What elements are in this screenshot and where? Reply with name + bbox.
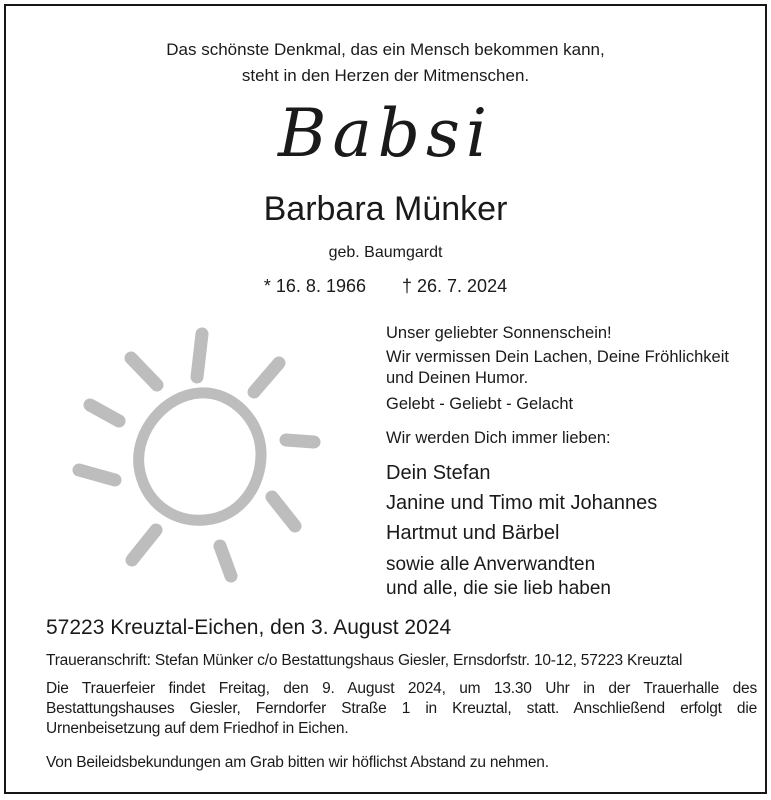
- birth-date: * 16. 8. 1966: [263, 276, 366, 296]
- deceased-full-name: Barbara Münker: [263, 190, 508, 228]
- mourner-name: Dein Stefan: [386, 462, 491, 484]
- sun-ray-upper-left: [90, 405, 119, 421]
- funeral-info-line2: Bestattungshauses Giesler, Ferndorfer Straße 1 in Kreuztal, statt. Anschließend erfolgt die: [46, 700, 757, 717]
- tribute-line2: Wir vermissen Dein Lachen, Deine Fröhlichkeit und Deinen Humor.: [386, 348, 729, 387]
- maiden-name: geb. Baumgardt: [328, 244, 443, 261]
- funeral-details: [46, 615, 757, 772]
- epigraph: [0, 37, 771, 89]
- tribute-intro: Wir werden Dich immer lieben:: [386, 429, 611, 447]
- deceased-nickname: Babsi: [277, 95, 494, 172]
- tribute-closing: [386, 553, 754, 601]
- sun-ray-top: [197, 334, 202, 377]
- tribute-closing-line2: und alle, die sie lieb haben: [386, 578, 612, 599]
- tribute-block: [386, 323, 754, 601]
- condolence-address: Traueranschrift: Stefan Münker c/o Bestattungshaus Giesler, Ernsdorfstr. 10-12, 57223 Kreuztal: [46, 652, 683, 669]
- mourner-name: Janine und Timo mit Johannes: [386, 492, 658, 514]
- life-dates: [0, 276, 771, 297]
- funeral-info: [46, 679, 757, 739]
- death-date: † 26. 7. 2024: [402, 276, 508, 296]
- tribute-line3: Gelebt - Geliebt - Gelacht: [386, 395, 574, 413]
- sun-ray-top-right: [254, 363, 279, 392]
- sun-ray-left: [79, 470, 115, 480]
- epigraph-line1: Das schönste Denkmal, das ein Mensch bekommen kann,: [166, 40, 605, 59]
- place-date-line: 57223 Kreuztal-Eichen, den 3. August 2024: [46, 616, 452, 639]
- sun-ray-bottom-left: [132, 530, 156, 560]
- sun-ray-bottom: [220, 546, 231, 576]
- funeral-info-line3: Urnenbeisetzung auf dem Friedhof in Eichen.: [46, 720, 349, 737]
- sun-circle: [139, 393, 261, 520]
- sun-ray-right: [286, 440, 314, 442]
- tribute-closing-line1: sowie alle Anverwandten: [386, 554, 596, 575]
- tribute-line1: Unser geliebter Sonnenschein!: [386, 324, 612, 342]
- epigraph-line2: steht in den Herzen der Mitmenschen.: [241, 66, 530, 85]
- condolence-note: Von Beileidsbekundungen am Grab bitten wir höflichst Abstand zu nehmen.: [46, 754, 549, 771]
- sun-icon: [60, 320, 330, 590]
- mourner-name: Hartmut und Bärbel: [386, 522, 560, 544]
- sun-ray-bottom-right: [272, 497, 295, 526]
- funeral-info-line1: Die Trauerfeier findet Freitag, den 9. August 2024, um 13.30 Uhr in der Trauerhalle des: [46, 680, 757, 697]
- sun-ray-top-left: [131, 358, 157, 385]
